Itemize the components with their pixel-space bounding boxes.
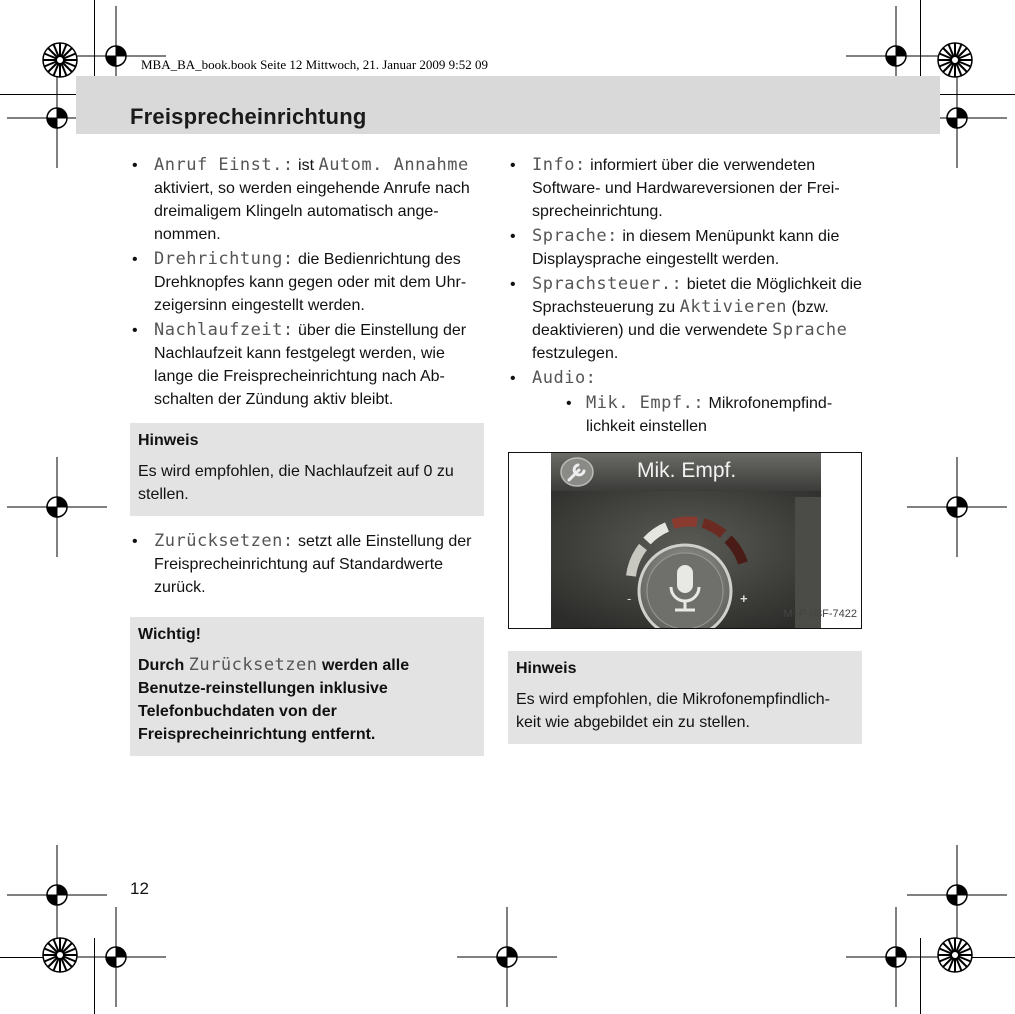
menu-term: Info:	[532, 155, 586, 175]
item-text: setzt alle Einstellung der Freisprecheinrichtung auf Standardwerte zurück.	[154, 533, 472, 596]
item-text: die Bedienrichtung des Drehknopfes kann gegen oder mit dem Uhr-zeigersinn eingestellt werden.	[154, 251, 467, 314]
bullet-dot: •	[132, 157, 138, 174]
item-text: bietet die Möglichkeit die Sprachsteuerung zu	[532, 276, 862, 316]
bullet-dot: •	[510, 276, 516, 293]
menu-term: Zurücksetzen:	[154, 531, 294, 551]
note-title: Hinweis	[138, 432, 199, 449]
note-body: Es wird empfohlen, die Nachlaufzeit auf 0 zu stellen.	[138, 463, 454, 503]
book-line: MBA_BA_book.book Seite 12 Mittwoch, 21. Januar 2009 9:52 09	[141, 57, 489, 72]
bullet-dot: •	[566, 395, 572, 412]
note-body: Es wird empfohlen, die Mikrofonempfindlich-keit wie abgebildet ein zu stellen.	[516, 691, 830, 731]
menu-term: Sprachsteuer.:	[532, 274, 683, 294]
wrench-icon	[559, 456, 595, 488]
menu-term: Zurücksetzen	[188, 655, 318, 675]
item-text: aktiviert, so werden eingehende Anrufe nach dreimaligem Klingeln automatisch ange-nommen.	[154, 180, 470, 243]
menu-term: Nachlaufzeit:	[154, 320, 294, 340]
list-item	[130, 248, 484, 317]
item-text: (bzw. deaktivieren) und die verwendete	[532, 299, 829, 339]
item-text: ist	[293, 157, 319, 174]
bullet-dot: •	[132, 322, 138, 339]
menu-term: Aktivieren	[679, 297, 788, 317]
registration-mark-icon	[7, 845, 107, 945]
screen-title: Mik. Empf.	[637, 459, 737, 482]
item-text: festzulegen.	[532, 345, 619, 362]
bullet-dot: •	[132, 533, 138, 550]
registration-mark-icon	[907, 845, 1007, 945]
registration-mark-icon	[7, 457, 107, 557]
menu-term: Sprache	[772, 320, 848, 340]
note-title: Wichtig!	[138, 626, 201, 643]
display-screenshot	[551, 453, 821, 628]
menu-term: Audio:	[532, 368, 597, 388]
color-wheel-icon	[938, 938, 972, 972]
bullet-dot: •	[510, 370, 516, 387]
item-text: in diesem Menüpunkt kann die Displaysprache eingestellt werden.	[532, 228, 840, 268]
minus-label: -	[627, 591, 632, 606]
page-number: 12	[130, 879, 149, 898]
color-wheel-icon	[43, 43, 77, 77]
menu-term: Drehrichtung:	[154, 249, 294, 269]
list-item	[130, 530, 484, 599]
menu-term: Sprache:	[532, 226, 618, 246]
note-box	[130, 423, 484, 516]
list-item	[508, 367, 862, 390]
left-column	[130, 154, 484, 770]
figure-code: M+P-03F-7422	[783, 608, 857, 620]
menu-term: Autom. Annahme	[318, 155, 469, 175]
item-text: informiert über die verwendeten Software- und Hardwareversionen der Frei-sprecheinrichtung.	[532, 157, 840, 220]
page-title: Freisprecheinrichtung	[130, 104, 367, 129]
sub-list-item	[564, 392, 862, 438]
plus-label: +	[740, 591, 748, 606]
list-item	[508, 154, 862, 223]
bullet-dot: •	[132, 251, 138, 268]
color-wheel-icon	[43, 938, 77, 972]
list-item	[130, 154, 484, 246]
registration-mark-icon	[846, 907, 946, 1007]
microphone-level-dial	[551, 491, 821, 628]
color-wheel-icon	[938, 43, 972, 77]
note-box	[508, 651, 862, 744]
registration-mark-icon	[457, 907, 557, 1007]
screen-figure	[508, 452, 862, 629]
note-title: Hinweis	[516, 660, 577, 677]
list-item	[508, 225, 862, 271]
registration-mark-icon	[907, 457, 1007, 557]
menu-term: Anruf Einst.:	[154, 155, 294, 175]
bullet-dot: •	[510, 157, 516, 174]
list-item	[508, 273, 862, 365]
right-column	[508, 154, 862, 758]
menu-term: Mik. Empf.:	[586, 393, 705, 413]
item-text: über die Einstellung der Nachlaufzeit kann festgelegt werden, wie lange die Freisprecheinrichtung nach Ab-schalten der Zündung aktiv bleibt.	[154, 322, 467, 408]
registration-mark-icon	[66, 907, 166, 1007]
bullet-dot: •	[510, 228, 516, 245]
list-item	[130, 319, 484, 411]
warning-box	[130, 617, 484, 756]
item-text: Mikrofonempfind-lichkeit einstellen	[586, 395, 833, 435]
note-body: Durch Zurücksetzen werden alle Benutze-reinstellungen inklusive Telefonbuchdaten von der Freisprecheinrichtung entfernt.	[138, 655, 410, 743]
